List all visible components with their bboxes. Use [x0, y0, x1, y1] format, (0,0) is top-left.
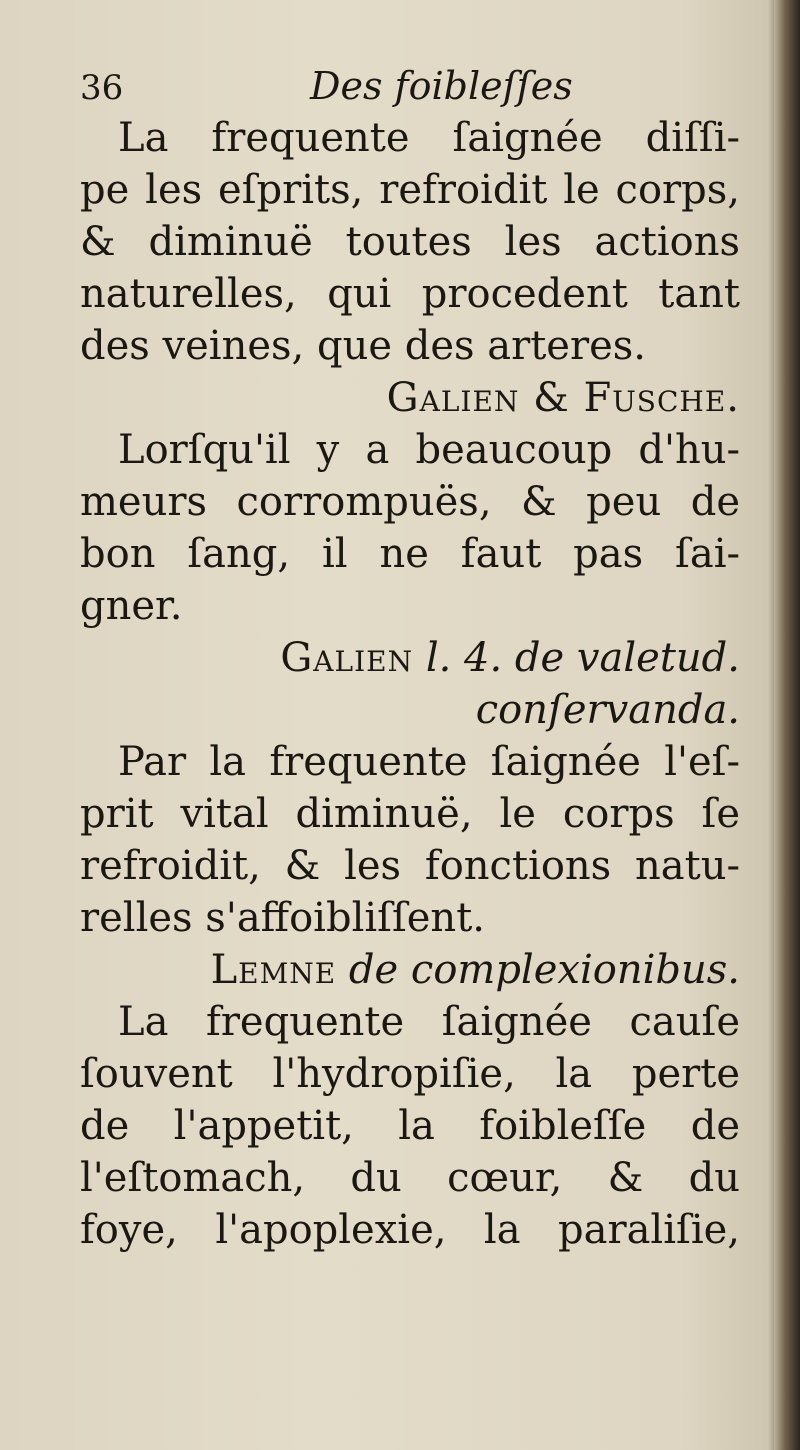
- passage-line: Par la frequente ſaignée l'eſ-: [118, 739, 740, 785]
- passage-line: pe les eſprits, refroidit le corps,: [80, 167, 740, 213]
- passage-1: [80, 112, 740, 424]
- passage-line: ſouvent l'hydropiſie, la perte: [80, 1051, 740, 1097]
- page-header: [80, 60, 740, 112]
- passage-line: l'eſtomach, du cœur, & du: [80, 1155, 740, 1201]
- passage-line: naturelles, qui procedent tant: [80, 271, 740, 317]
- passage-line: Lorſqu'il y a beaucoup d'hu-: [118, 427, 740, 473]
- attribution: Galien & Fusche.: [386, 375, 740, 421]
- running-title: Des foibleſſes: [310, 64, 573, 108]
- attribution: [80, 944, 740, 996]
- passage-line: des veines, que des arteres.: [80, 323, 646, 369]
- attribution-name: Galien: [280, 635, 414, 681]
- passage-line: de l'appetit, la foibleſſe de: [80, 1103, 740, 1149]
- passage-line: refroidit, & les fonctions natu-: [80, 843, 740, 889]
- passage-line: meurs corrompuës, & peu de: [80, 479, 740, 525]
- passage-line: gner.: [80, 583, 183, 629]
- page-number: 36: [80, 68, 124, 108]
- passage-line: relles s'affoibliſſent.: [80, 895, 485, 941]
- passage-line: bon ſang, il ne faut pas ſai-: [80, 531, 740, 577]
- attribution-reference: conſervanda.: [475, 687, 740, 733]
- attribution-reference: l. 4. de valetud.: [425, 635, 740, 681]
- passage-line: foye, l'apoplexie, la paraliſie,: [80, 1207, 740, 1253]
- passage-line: La frequente ſaignée cauſe: [118, 999, 740, 1045]
- passage-2: [80, 424, 740, 736]
- page-text: [80, 60, 740, 1256]
- attribution-name: Lemne: [210, 947, 337, 993]
- passage-3: [80, 736, 740, 996]
- attribution-reference: de complexionibus.: [348, 947, 740, 993]
- passage-line: prit vital diminuë, le corps ſe: [80, 791, 740, 837]
- passage-line: & diminuë toutes les actions: [80, 219, 740, 265]
- attribution: [80, 632, 740, 684]
- passage-line: La frequente ſaignée diſſi-: [118, 115, 740, 161]
- passage-4: [80, 996, 740, 1256]
- page-binding-edge: [774, 0, 800, 1450]
